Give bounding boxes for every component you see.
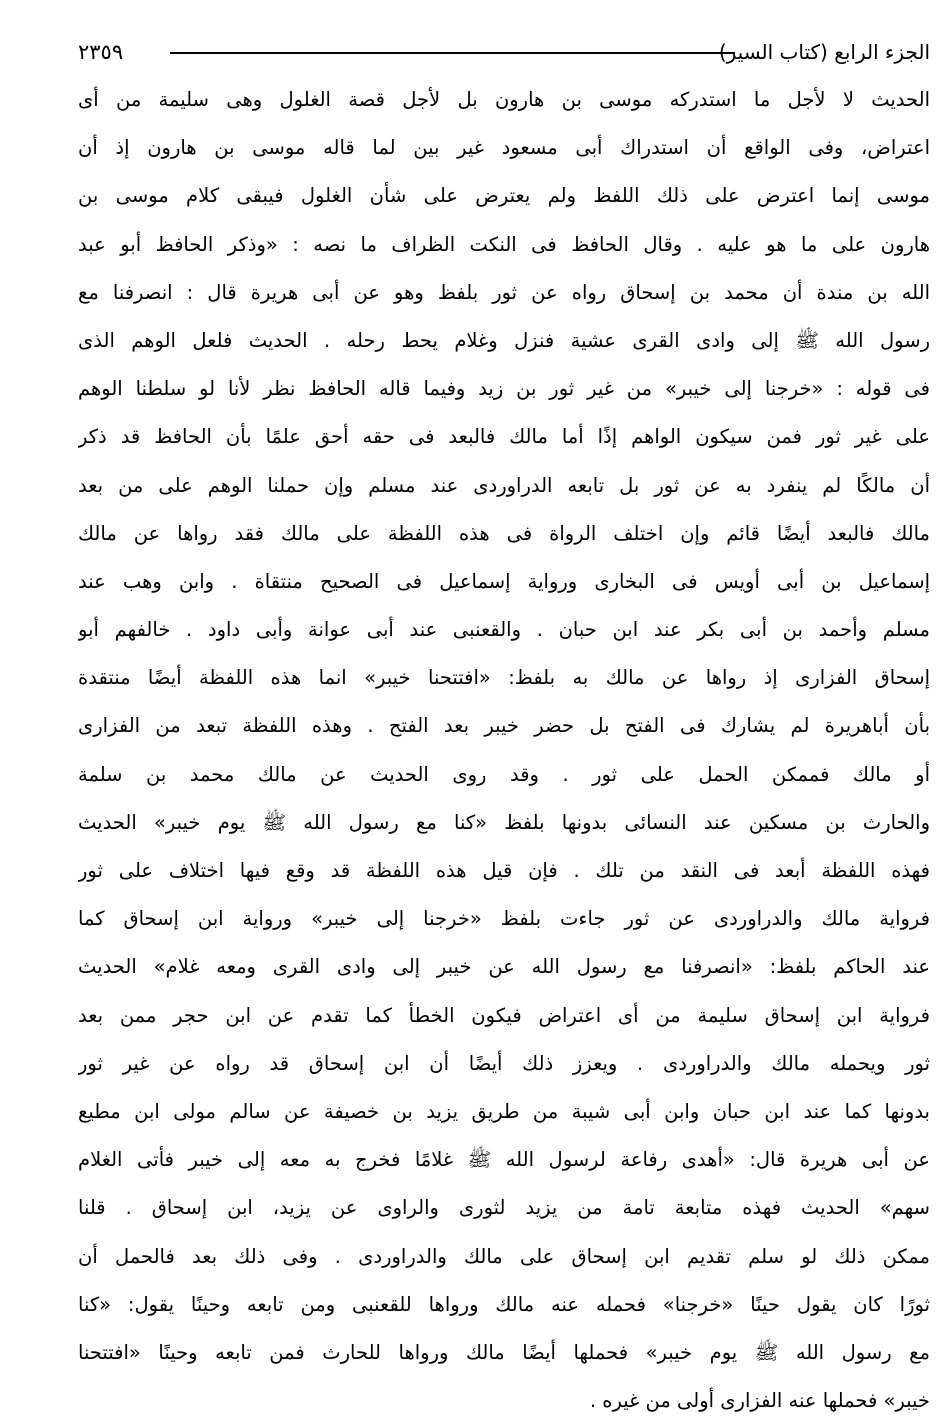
text-line: أو مالك فممكن الحمل على ثور . وقد روى الحديث عن مالك محمد بن سلمة [78, 762, 930, 786]
page-header [78, 30, 930, 74]
text-line: موسى إنما اعترض على ذلك اللفظ ولم يعترض على شأن الغلول فيبقى كلام موسى بن [78, 184, 930, 208]
text-line-last: خيبر» فحملها عنه الفزارى أولى من غيره . [589, 1389, 930, 1413]
text-line: ثور ويحمله مالك والدراوردى . ويعزز ذلك أيضًا أن ابن إسحاق قد رواه عن غير ثور [78, 1051, 930, 1075]
text-line: إسماعيل بن أبى أويس فى البخارى ورواية إسماعيل فى الصحيح منتقاة . وابن وهب عند [78, 569, 930, 593]
text-line: ممكن ذلك لو سلم تقديم ابن إسحاق على مالك والدراوردى . وفى ذلك بعد فالحمل أن [78, 1244, 930, 1268]
text-line: سهم» الحديث فهذه متابعة تامة من يزيد لثورى والراوى عن يزيد، ابن إسحاق . قلنا [78, 1196, 930, 1220]
text-line: بدونها كما عند ابن حبان وابن أبى شيبة من طريق يزيد بن خصيفة عن سالم مولى ابن مطيع [78, 1099, 930, 1123]
running-title: الجزء الرابع (كتاب السير) [718, 40, 930, 64]
text-line: الله بن مندة أن محمد بن إسحاق رواه عن ثور بلفظ وهو عن أبى هريرة قال : انصرفنا مع [78, 280, 930, 304]
body-text [78, 76, 930, 1425]
text-line: إسحاق الفزارى إذ رواها عن مالك به بلفظ: «افتتحنا خيبر» انما هذه اللفظة أيضًا منتقدة [78, 666, 930, 690]
text-line: الحديث لا لأجل ما استدركه موسى بن هارون بل لأجل قصة الغلول وهى سليمة من أى [78, 88, 930, 111]
text-line: مع رسول الله ﷺ يوم خيبر» فحملها أيضًا مالك ورواها للحارث فمن تابعه وحينًا «افتتحنا [78, 1340, 930, 1364]
text-line: عند الحاكم بلفظ: «انصرفنا مع رسول الله عن خيبر إلى وادى القرى ومعه غلام» الحديث [78, 955, 930, 979]
text-line: بأن أباهريرة لم يشارك فى الفتح بل حضر خيبر بعد الفتح . وهذه اللفظة تبعد من الفزارى [78, 714, 930, 738]
text-line: مسلم وأحمد بن أبى بكر عند ابن حبان . والقعنبى عند أبى عوانة وأبى داود . خالفهم أبو [78, 618, 930, 642]
text-line: اعتراض، وفى الواقع أن استدراك أبى مسعود غير بين لما قاله موسى بن هارون إذ أن [78, 136, 930, 160]
text-line: فرواية ابن إسحاق سليمة من أى اعتراض فيكون الخطأ كما تقدم عن ابن حجر ممن بعد [78, 1003, 930, 1027]
header-rule [170, 52, 735, 54]
text-line: فى قوله : «خرجنا إلى خيبر» من غير ثور بن زيد وفيما قاله الحافظ نظر لأنا لو سلطنا الوهم [78, 377, 930, 401]
page-number: ٢٣٥٩ [78, 40, 124, 64]
text-line: مالك فالبعد أيضًا قائم وإن اختلف الرواة فى هذه اللفظة على مالك فقد رواها عن مالك [78, 521, 930, 545]
text-line: عن أبى هريرة قال: «أهدى رفاعة لرسول الله ﷺ غلامًا فخرج به معه إلى خيبر فأتى الغلام [78, 1148, 930, 1172]
text-line: فرواية مالك والدراوردى عن ثور جاءت بلفظ «خرجنا إلى خيبر» ورواية ابن إسحاق كما [78, 907, 930, 931]
text-line: فهذه اللفظة أبعد فى النقد من تلك . فإن قيل هذه اللفظة قد وقع فيها اختلاف على ثور [78, 859, 930, 882]
text-line: والحارث بن مسكين عند النسائى بدونها بلفظ «كنا مع رسول الله ﷺ يوم خيبر» الحديث [78, 810, 930, 834]
text-line: هارون على ما هو عليه . وقال الحافظ فى النكت الظراف ما نصه : «وذكر الحافظ أبو عبد [78, 232, 930, 256]
text-line: على غير ثور فمن سيكون الواهم إذًا أما مالك فالبعد فى حقه أحق علمًا بأن الحافظ قد ذكر [78, 425, 930, 449]
text-line: رسول الله ﷺ إلى وادى القرى عشية فنزل وغلام يحط رحله . الحديث فلعل الوهم الذى [78, 328, 930, 352]
text-line: أن مالكًا لم ينفرد به عن ثور بل تابعه الدراوردى عند مسلم وإن حملنا الوهم على من بعد [78, 473, 930, 497]
text-line: ثورًا كان يقول حينًا «خرجنا» فحمله عنه مالك ورواها للقعنبى ومن تابعه وحينًا يقول: «كنا [78, 1292, 930, 1316]
